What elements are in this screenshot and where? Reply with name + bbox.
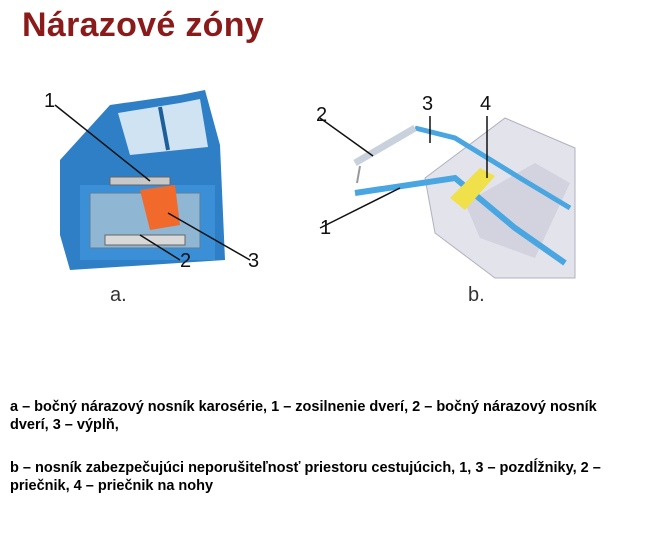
- cross-member: [355, 128, 415, 163]
- caption-a: a.: [110, 284, 127, 306]
- impact-beam: [105, 235, 185, 245]
- door-illustration: [40, 85, 290, 315]
- callout-a-1: 1: [44, 90, 56, 112]
- caption-b: b.: [468, 284, 485, 306]
- door-reinforcement: [110, 177, 170, 185]
- callout-a-2: 2: [180, 250, 192, 272]
- legend-b: b – nosník zabezpečujúci neporušiteľnosť priestoru cestujúcich, 1, 3 – pozdĺžniky, 2 – priečnik, 4 – priečnik na nohy: [10, 460, 601, 494]
- callout-b-2: 2: [316, 104, 328, 126]
- cross-member-end: [357, 166, 360, 183]
- frame-illustration: [305, 88, 585, 318]
- page-title: Nárazové zóny: [22, 6, 264, 44]
- leader-2: [320, 118, 373, 156]
- callout-b-3: 3: [422, 93, 434, 115]
- callout-a-3: 3: [248, 250, 260, 272]
- callout-b-1: 1: [320, 217, 332, 239]
- legend-a: a – bočný nárazový nosník karosérie, 1 – zosilnenie dverí, 2 – bočný nárazový nosník dverí, 3 – výplň,: [10, 399, 597, 433]
- callout-b-4: 4: [480, 93, 492, 115]
